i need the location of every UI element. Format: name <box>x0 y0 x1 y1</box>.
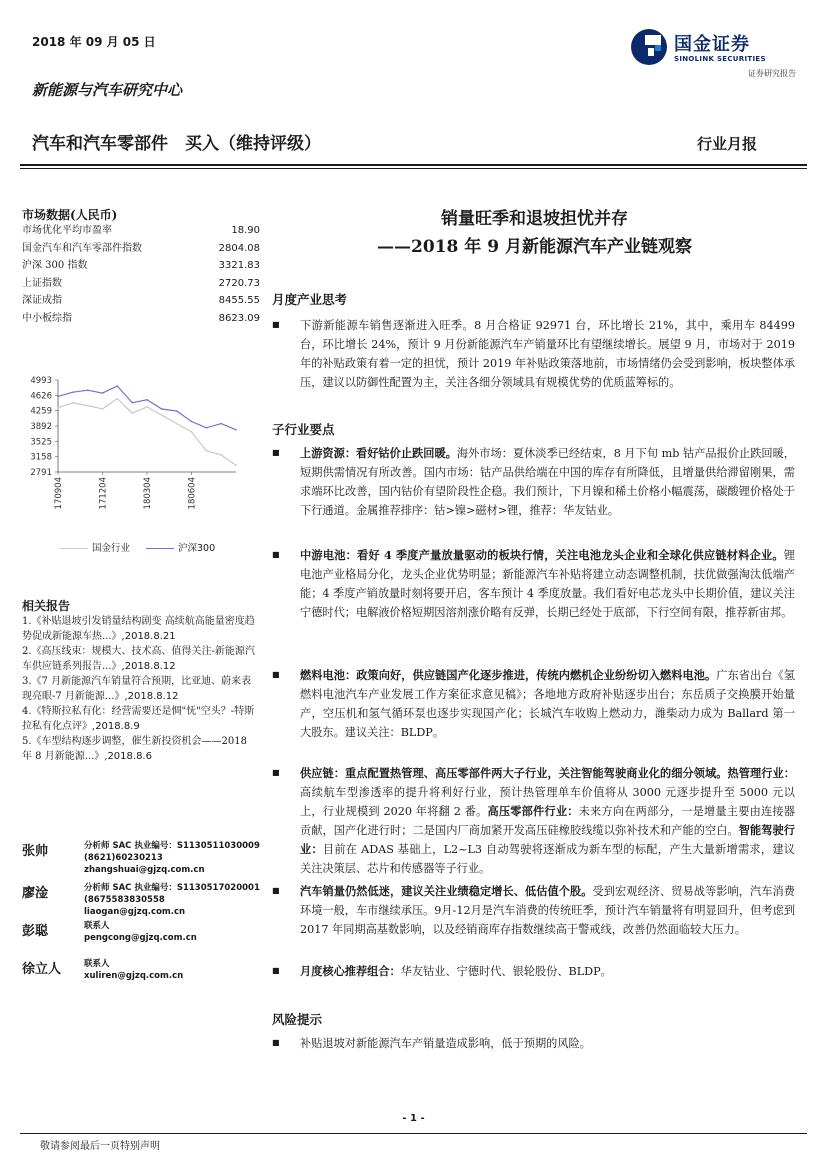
analyst-card: 徐立人 联系人 xuliren@gjzq.com.cn <box>22 959 184 981</box>
data-point <box>117 398 119 400</box>
page-number: - 1 - <box>402 1113 425 1124</box>
bullet-midstream: ■ 中游电池：看好 4 季度产量放量驱动的板块行情，关注电池龙头企业和全球化供应链材料企业。锂电池产业格局分化，龙头企业优势明显；新能源汽车补贴将建立动态调整机制，扶优做强淘汰低端产能；4 季度产销放量时刻将要开启，客车预计 4 季度放量。我们看好电芯龙头中长期价值，建议关注宁德时代；电解液价格短期因溶剂涨价略有反弹，长期已经处于底部，下行空间有限，推荐新宙邦。 <box>272 546 797 622</box>
index-chart <box>22 372 260 550</box>
data-point <box>220 454 222 456</box>
bullet-icon: ■ <box>272 448 280 457</box>
data-point <box>206 427 208 429</box>
report-item: 4.《特斯拉私有化：经营需要还是惆"怃"空头？-特斯拉私有化点评》,2018.8.9 <box>22 706 255 732</box>
data-point <box>176 423 178 425</box>
y-tick-label: 3158 <box>30 452 52 463</box>
y-tick-label: 4259 <box>30 406 52 417</box>
report-item: 1.《补贴退坡引发销量结构剧变 高续航高能量密度趋势促成新能源车热...》,2018.8.21 <box>22 616 255 642</box>
logo-icon <box>628 26 670 68</box>
sector-rating: 汽车和汽车零部件 买入（维持评级） <box>32 134 321 154</box>
report-item: 5.《车型结构逐步调整，催生新投资机会——2018 年 8 月新能源...》,2018.8.6 <box>22 736 247 762</box>
related-reports-heading: 相关报告 <box>22 599 71 613</box>
bullet-upstream: ■ 上游资源：看好钴价止跌回暖。海外市场：夏休淡季已经结束，8 月下旬 mb 钴产品报价止跌回暖，短期供需情况有所改善。国内市场：钴产品供给端在中国的库存有所降低，且增量供给滞留刚果，需求端环比改善，国内钴价有望阶段性企稳。我们预计，下月镍和稀土价格小幅震荡，碳酸锂价格处于下行通道。金属推荐排序：钴>镍>磁材>锂，推荐：华友钴业。 <box>272 444 797 520</box>
analyst-card: 廖淦 分析师 SAC 执业编号：S1130517020001 (8675583830558 liaogan@gjzq.com.cn <box>22 883 260 917</box>
section-monthly-thinking: 月度产业思考 <box>272 292 348 307</box>
data-point <box>131 412 133 414</box>
data-point <box>117 385 119 387</box>
section-risk: 风险提示 <box>272 1012 323 1027</box>
x-tick-label: 180604 <box>187 477 198 510</box>
bullet-fuel-cell: ■ 燃料电池：政策向好，供应链国产化逐步推进，传统内燃机企业纷纷切入燃料电池。广东省出台《氢燃料电池汽车产业发展工作方案征求意见稿》；各地地方政府补贴逐步出台；东岳质子交换膜开始量产，空压机和氢气循环泵也逐步实现国产化；长城汽车收购上燃动力，潍柴动力成为 Ballard 第一大股东。建议关注：BLDP。 <box>272 666 797 742</box>
footer-divider <box>20 1133 807 1134</box>
data-point <box>87 405 89 407</box>
logo-english: SINOLINK SECURITIES <box>674 55 766 63</box>
market-row: 中小板综指 8623.09 <box>22 312 260 324</box>
report-item: 2.《高压线束：规模大、技术高、值得关注-新能源汽车供应链系列报告...》,2018.8.12 <box>22 646 255 672</box>
legend-item: 沪深300 <box>146 540 215 554</box>
analyst-card: 张帅 分析师 SAC 执业编号：S1130511030009 (8621)60230213 zhangshuai@gjzq.com.cn <box>22 841 260 875</box>
y-tick-label: 4626 <box>30 391 52 402</box>
bullet-icon: ■ <box>272 1038 280 1047</box>
bullet-icon: ■ <box>272 320 280 329</box>
data-point <box>191 431 193 433</box>
data-point <box>57 407 59 409</box>
report-subtitle: ——2018 年 9 月新能源汽车产业链观察 <box>377 237 692 257</box>
analyst-name: 彭聪 <box>22 924 49 939</box>
analyst-name: 廖淦 <box>22 886 49 901</box>
research-center: 新能源与汽车研究中心 <box>32 81 183 99</box>
report-item: 3.《7 月新能源汽车销量符合预期，比亚迪、蔚来表现亮眼-7 月新能源...》,2018.8.12 <box>22 676 252 702</box>
data-point <box>206 450 208 452</box>
y-tick-label: 3525 <box>30 437 52 448</box>
x-tick-label: 171204 <box>98 477 109 510</box>
market-row: 市场优化平均市盈率 18.90 <box>22 225 260 236</box>
market-row: 国金汽车和汽车零部件指数 2804.08 <box>22 242 260 254</box>
data-point <box>146 406 148 408</box>
market-data-heading: 市场数据(人民币) <box>22 208 118 222</box>
bullet-risk: ■ 补贴退坡对新能源汽车产销量造成影响，低于预期的风险。 <box>272 1034 797 1053</box>
data-point <box>57 396 59 398</box>
legend-item: 国金行业 <box>60 540 130 554</box>
bullet-auto-sales: ■ 汽车销量仍然低迷，建议关注业绩稳定增长、低估值个股。受到宏观经济、贸易战等影响，汽车消费环境一般，车市继续承压。9月-12月是汽车消费的传统旺季，预计汽车销量将有明显回升，但考虑到 2017 年同期高基数影响，以及经销商库存指数继续高于警戒线，改善仍然面临较大压力。 <box>272 882 797 939</box>
analyst-name: 张帅 <box>22 844 49 859</box>
market-data-table <box>22 222 260 327</box>
header-divider <box>20 164 807 166</box>
bullet-recommend: ■ 月度核心推荐组合：华友钴业、宁德时代、银轮股份、BLDP。 <box>272 962 797 981</box>
y-tick-label: 2791 <box>30 468 52 478</box>
series-line-hs300 <box>58 386 236 430</box>
bullet-supply-chain: ■ 供应链：重点配置热管理、高压零部件两大子行业，关注智能驾驶商业化的细分领域。热管理行业：高续航车型渗透率的提升将利好行业，预计热管理单车价值将从 3000 元逐步提升至 5000 元以上，行业规模到 2020 年将翻 2 番。高压零部件行业：未来方向在两部分，一是增量主要由连接器贡献，国产化进行时；二是国内厂商加紧开发高压硅橡胶线缆以弥补技术和产能的空白。智能驾驶行业：目前在 ADAS 基础上，L2~L3 自动驾驶将逐渐成为新车型的标配，产生大量新增需求，建议关注决策层、芯片和传感器等子行业。 <box>272 764 797 878</box>
data-point <box>102 392 104 394</box>
y-tick-label: 4993 <box>30 376 52 386</box>
analyst-name: 徐立人 <box>22 962 62 977</box>
data-point <box>161 414 163 416</box>
data-point <box>131 402 133 404</box>
analyst-card: 彭聪 联系人 pengcong@gjzq.com.cn <box>22 921 197 943</box>
data-point <box>176 410 178 412</box>
data-point <box>191 421 193 423</box>
x-tick-label: 170904 <box>54 477 64 510</box>
market-row: 沪深 300 指数 3321.83 <box>22 260 260 271</box>
data-point <box>72 402 74 404</box>
data-point <box>102 408 104 410</box>
footer-disclaimer: 敬请参阅最后一页特别声明 <box>40 1141 160 1152</box>
logo-subtitle: 证券研究报告 <box>748 69 796 78</box>
document-type: 行业月报 <box>697 135 758 153</box>
related-reports-list <box>22 614 260 764</box>
data-point <box>146 399 148 401</box>
paragraph-monthly: ■ 下游新能源车销售逐渐进入旺季。8 月合格证 92971 台，环比增长 21%，其中，乘用车 84499 台，环比增长 24%，预计 9 月份新能源汽车产销量环比有望继续增长。展望 9 月，市场对于 2019 年的补贴政策有着一定的担忧，预计 2019 年补贴政策落地前，市场情绪仍会受到影响，板块整体承压，建议以防御性配置为主，关注各细分领域具有规模优势的优质蓝筹标的。 <box>272 316 797 392</box>
bullet-icon: ■ <box>272 670 280 679</box>
report-date: 2018 年 09 月 05 日 <box>32 35 156 49</box>
data-point <box>235 429 237 431</box>
logo-name: 国金证券 <box>674 34 750 55</box>
header-divider-thin <box>20 168 807 169</box>
bullet-icon: ■ <box>272 768 280 777</box>
bullet-icon: ■ <box>272 966 280 975</box>
bullet-icon: ■ <box>272 886 280 895</box>
data-point <box>72 391 74 393</box>
data-point <box>87 389 89 391</box>
market-row: 上证指数 2720.73 <box>22 277 260 289</box>
y-tick-label: 3892 <box>30 422 52 432</box>
market-row: 深证成指 8455.55 <box>22 295 260 306</box>
x-tick-label: 180304 <box>143 477 153 510</box>
report-title: 销量旺季和退坡担忧并存 <box>441 209 628 229</box>
section-subindustry: 子行业要点 <box>272 422 335 437</box>
data-point <box>220 423 222 425</box>
chart-legend <box>60 540 215 554</box>
series-line-industry <box>58 399 236 466</box>
data-point <box>161 408 163 410</box>
bullet-icon: ■ <box>272 550 280 559</box>
data-point <box>235 465 237 467</box>
